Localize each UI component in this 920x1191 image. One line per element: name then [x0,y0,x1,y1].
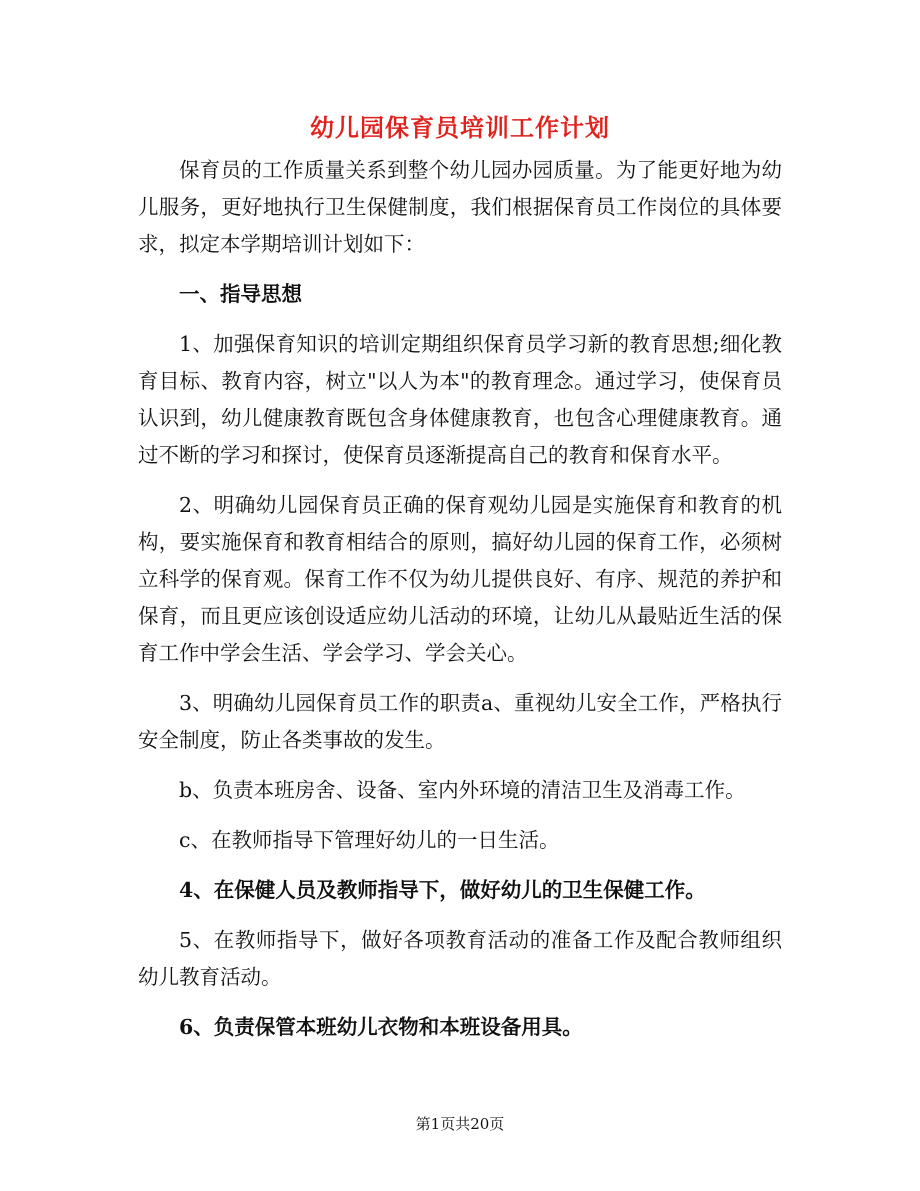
item-3c-paragraph: c、在教师指导下管理好幼儿的一日生活。 [179,828,560,852]
item-3b-paragraph: b、负责本班房舍、设备、室内外环境的清洁卫生及消毒工作。 [179,778,746,802]
item-3-paragraph: 3、明确幼儿园保育员工作的职责a、重视幼儿安全工作，严格执行安全制度，防止各类事故的发生。 [138,691,782,752]
item-6-paragraph: 6、负责保管本班幼儿衣物和本班设备用具。 [179,1015,583,1039]
document-body [138,152,782,1046]
intro-paragraph: 保育员的工作质量关系到整个幼儿园办园质量。为了能更好地为幼儿服务，更好地执行卫生保健制度，我们根据保育员工作岗位的具体要求，拟定本学期培训计划如下： [138,158,782,256]
item-2-paragraph: 2、明确幼儿园保育员正确的保育观幼儿园是实施保育和教育的机构，要实施保育和教育相结合的原则，搞好幼儿园的保育工作，必须树立科学的保育观。保育工作不仅为幼儿提供良好、有序、规范的养护和保育，而且更应该创设适应幼儿活动的环境，让幼儿从最贴近生活的保育工作中学会生活、学会学习、学会关心。 [138,493,782,665]
section-heading: 一、指导思想 [179,282,302,306]
document-title: 幼儿园保育员培训工作计划 [310,113,610,142]
page-number-footer: 第1页共20页 [415,1115,505,1133]
item-1-paragraph: 1、加强保育知识的培训定期组织保育员学习新的教育思想;细化教育目标、教育内容，树立"以人为本"的教育理念。通过学习，使保育员认识到，幼儿健康教育既包含身体健康教育，也包含心理健康教育。通过不断的学习和探讨，使保育员逐渐提高自己的教育和保育水平。 [138,332,782,467]
item-5-paragraph: 5、在教师指导下，做好各项教育活动的准备工作及配合教师组织幼儿教育活动。 [138,928,782,989]
item-4-paragraph: 4、在保健人员及教师指导下，做好幼儿的卫生保健工作。 [179,878,706,902]
